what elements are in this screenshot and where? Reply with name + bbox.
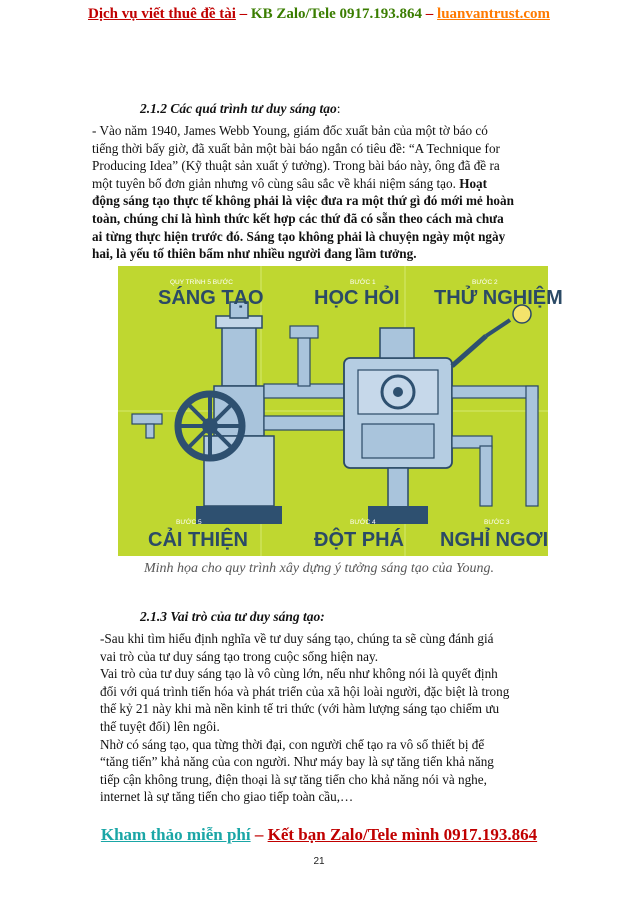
step4-subtitle: BƯỚC 4 bbox=[350, 519, 376, 526]
step1-subtitle: BƯỚC 1 bbox=[350, 279, 376, 286]
footer-separator: – bbox=[250, 825, 268, 844]
paragraph-line-bold: động sáng tạo thực tế không phải là việc đưa ra một thứ gì đó mới mẻ hoàn bbox=[92, 193, 514, 209]
paragraph-line-bold: hai, là yếu tố thiên bẩm như nhiều người đang lầm tưởng. bbox=[92, 246, 417, 262]
paragraph-line: vai trò của tư duy sáng tạo trong cuộc sống hiện nay. bbox=[100, 648, 379, 664]
header-separator: – bbox=[422, 6, 438, 22]
section-1-paragraph bbox=[92, 122, 562, 263]
figure-caption: Minh họa cho quy trình xây dựng ý tưởng sáng tạo của Young. bbox=[143, 561, 495, 576]
paragraph-line: tiếp cận không trung, điện thoại là sự tăng tiến cho khả năng nói và nghe, bbox=[100, 771, 487, 787]
page-number: 21 bbox=[313, 856, 325, 867]
creative-process-illustration bbox=[118, 266, 563, 556]
paragraph-line: - Vào năm 1940, James Webb Young, giám đốc xuất bản của một tờ báo có bbox=[92, 123, 488, 138]
machine-illustration bbox=[118, 266, 563, 556]
page-header bbox=[0, 4, 638, 24]
paragraph-line: một tuyên bố đơn giản nhưng vô cùng sâu sắc về khái niệm sáng tạo. Hoạt bbox=[92, 175, 488, 191]
step5-subtitle: BƯỚC 5 bbox=[176, 519, 202, 526]
step5-title: CẢI THIỆN bbox=[148, 529, 248, 551]
section-title-2-1-2: 2.1.2 Các quá trình tư duy sáng tạo: bbox=[140, 101, 341, 116]
paragraph-line-bold: ai từng thực hiện trước đó. Sáng tạo không phải là chuyện ngày một ngày bbox=[92, 228, 506, 244]
paragraph-line: Vai trò của tư duy sáng tạo là vô cùng lớn, nếu như không nói là quyết định bbox=[100, 666, 498, 682]
paragraph-line: thế kỷ 21 này khi mà nền kinh tế tri thức (với hàm lượng sáng tạo chiếm ưu bbox=[100, 701, 500, 717]
paragraph-line: đối với quá trình tiến hóa và phát triển của xã hội loài người, đặc biệt là trong bbox=[100, 683, 510, 699]
paragraph-line: -Sau khi tìm hiểu định nghĩa về tư duy sáng tạo, chúng ta sẽ cùng đánh giá bbox=[100, 631, 494, 646]
paragraph-line: Producing Idea” (Kỹ thuật sản xuất ý tưởng). Trong bài báo này, ông đã đề ra bbox=[92, 158, 500, 174]
footer-contact-link[interactable]: Kết bạn Zalo/Tele mình 0917.193.864 bbox=[267, 825, 538, 844]
header-service-link[interactable]: Dịch vụ viết thuê đề tài bbox=[88, 6, 236, 22]
header-website-link[interactable]: luanvantrust.com bbox=[437, 6, 550, 22]
step1-title: HỌC HỎI bbox=[314, 287, 400, 309]
section-title-2-1-3: 2.1.3 Vai trò của tư duy sáng tạo: bbox=[140, 609, 325, 624]
section-2-paragraph bbox=[100, 630, 570, 806]
step2-title: THỬ NGHIỆM bbox=[434, 287, 563, 309]
footer-free-reference-link[interactable]: Kham thảo miễn phí bbox=[100, 825, 251, 844]
paragraph-line: thế tuyệt đối) lên ngôi. bbox=[100, 718, 220, 734]
paragraph-line: Nhờ có sáng tạo, qua từng thời đại, con người chế tạo ra vô số thiết bị để bbox=[100, 736, 485, 752]
paragraph-line: tiếng thời bấy giờ, đã xuất bản một bài báo ngắn có tiêu đề: “A Technique for bbox=[92, 140, 500, 156]
paragraph-line: “tăng tiến” khả năng của con người. Như máy bay là sự tăng tiến khả năng bbox=[100, 754, 494, 770]
step0-title: SÁNG TẠO bbox=[158, 287, 264, 309]
paragraph-line: internet là sự tăng tiến cho giao tiếp toàn cầu,… bbox=[100, 789, 354, 805]
step0-subtitle: QUY TRÌNH 5 BƯỚC bbox=[170, 279, 233, 286]
page-footer bbox=[0, 825, 638, 845]
paragraph-line-bold: toàn, chúng chỉ là hình thức kết hợp các thứ đã có sẵn theo cách mà chưa bbox=[92, 210, 504, 226]
step3-title: NGHỈ NGƠI bbox=[440, 529, 549, 551]
step2-subtitle: BƯỚC 2 bbox=[472, 279, 498, 286]
step3-subtitle: BƯỚC 3 bbox=[484, 519, 510, 526]
step4-title: ĐỘT PHÁ bbox=[314, 529, 404, 551]
header-contact: KB Zalo/Tele 0917.193.864 bbox=[250, 6, 423, 22]
header-separator: – bbox=[235, 6, 251, 22]
